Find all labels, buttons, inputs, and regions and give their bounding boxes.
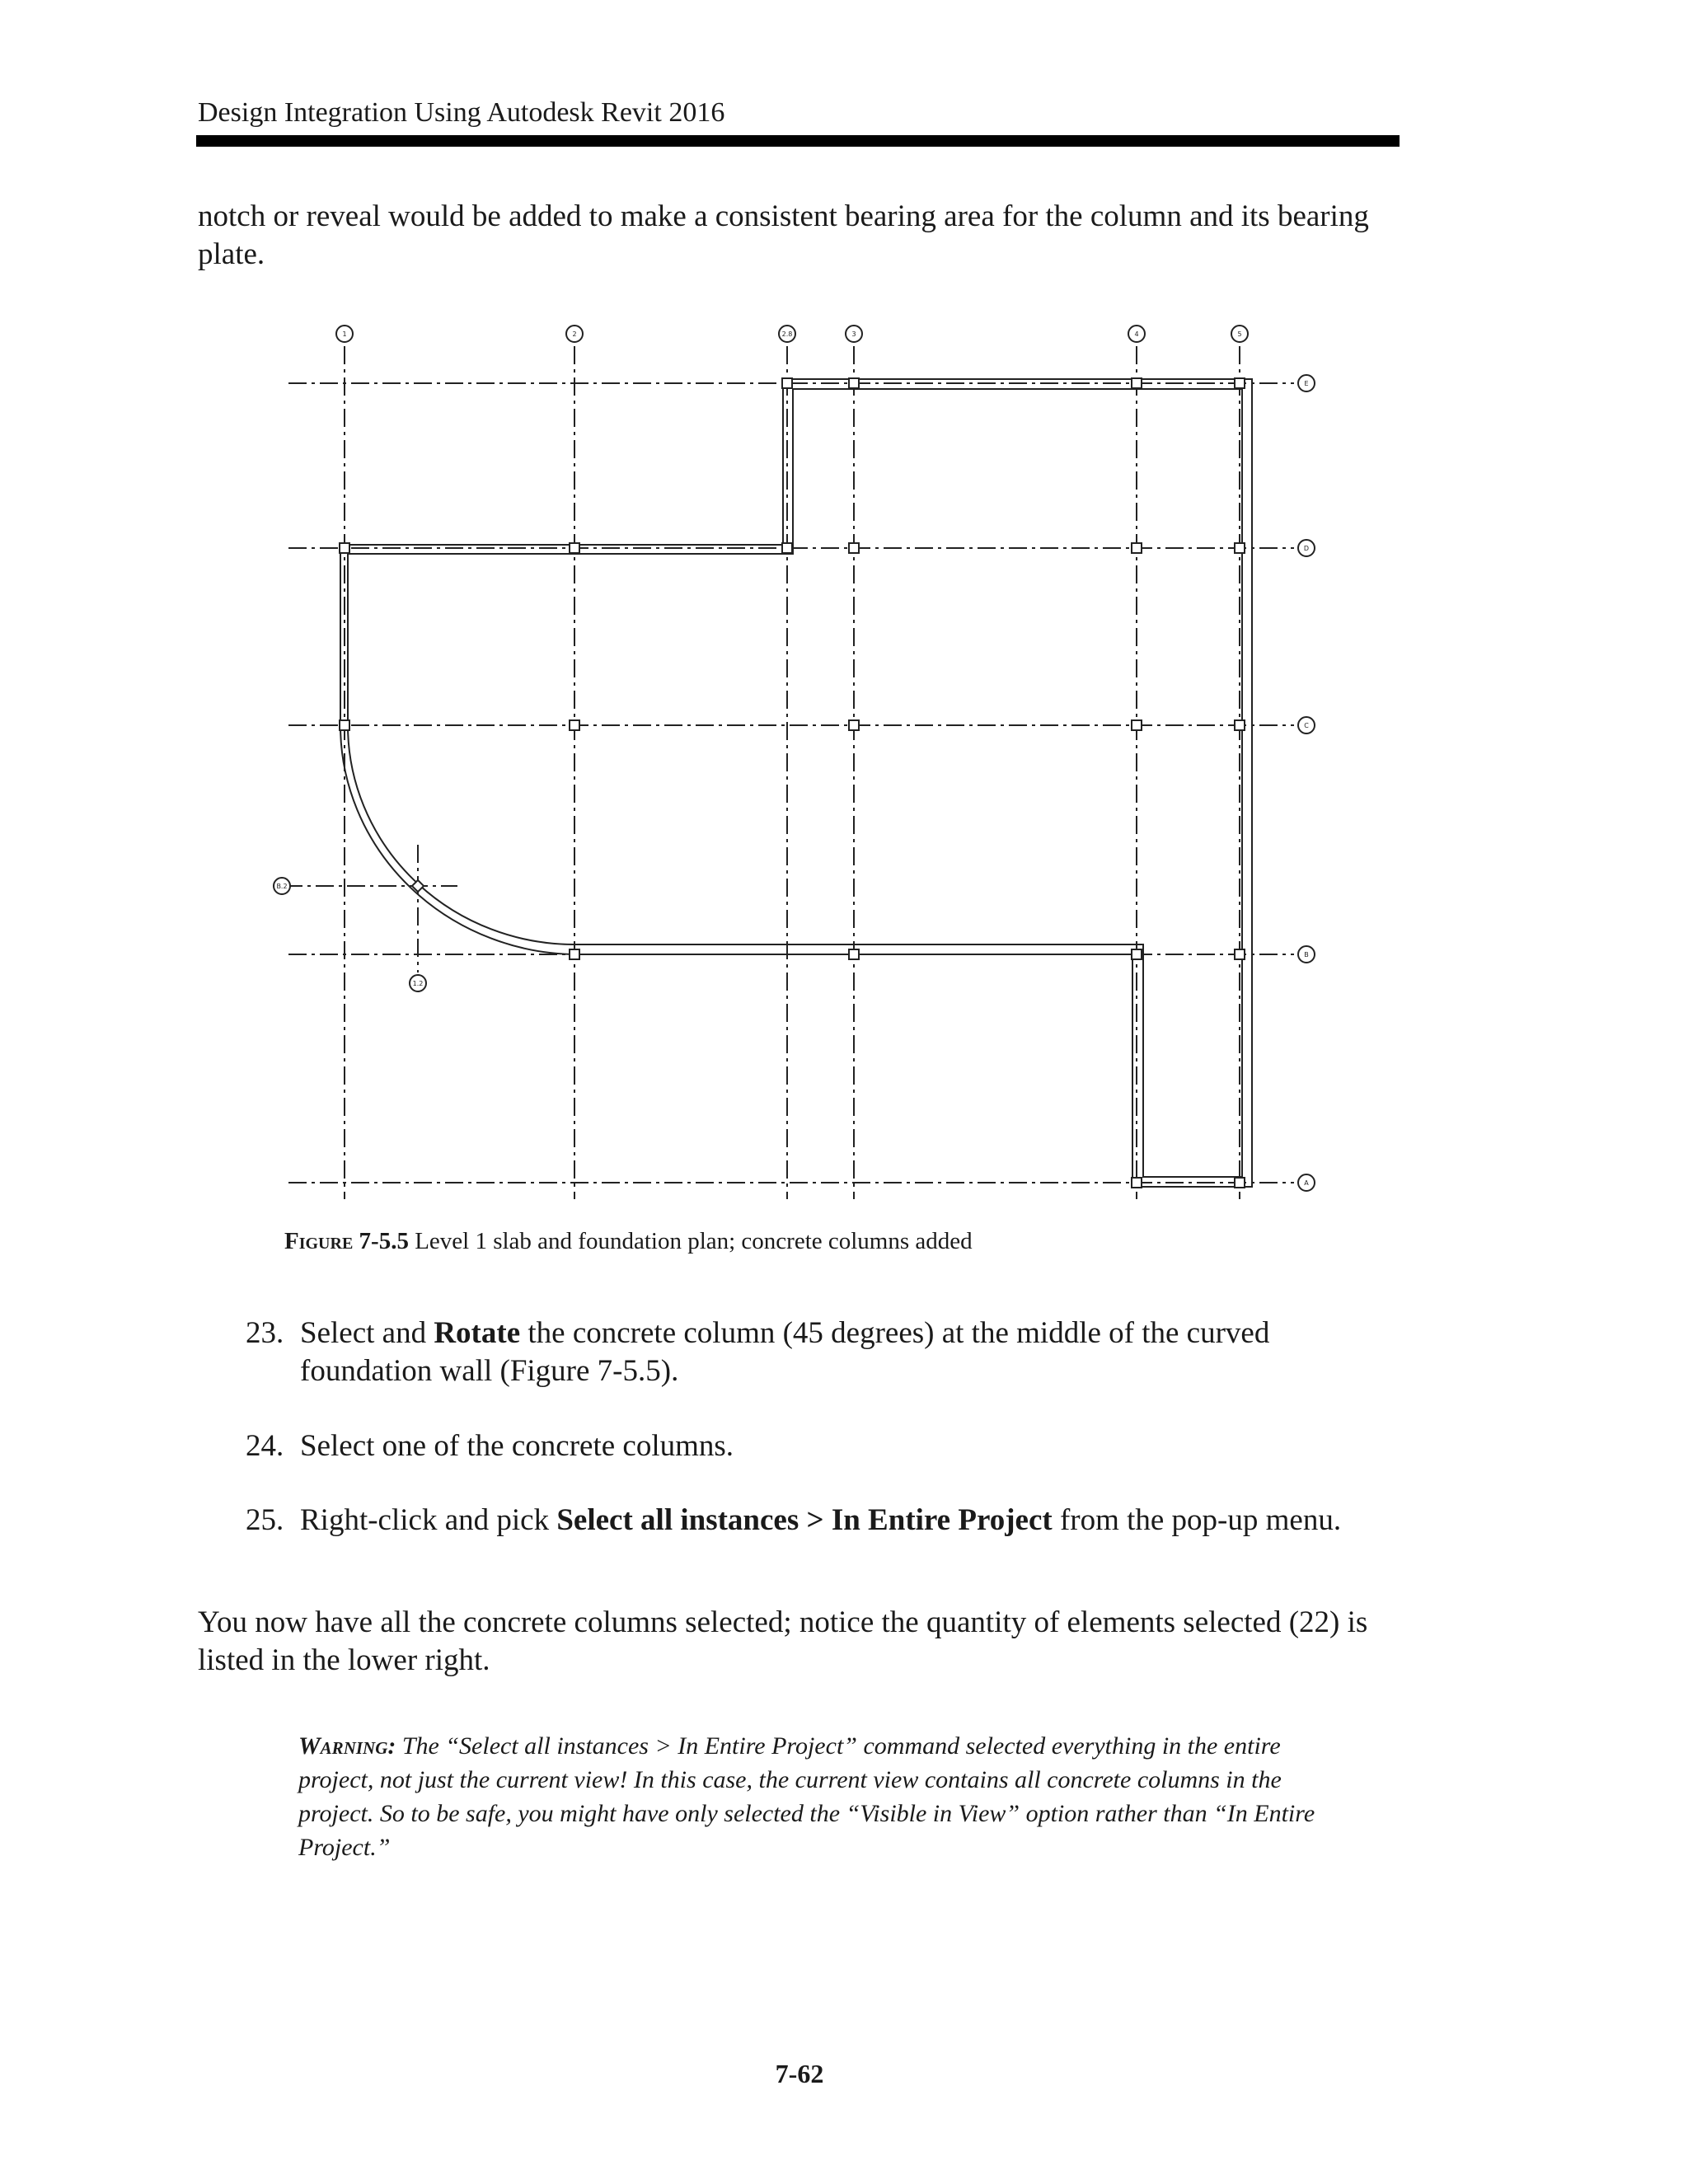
step-text: the concrete column (45 degrees) at the middle of the curved foundation wall (Figure 7-5.5). — [300, 1316, 1270, 1388]
column — [1132, 1178, 1142, 1188]
column — [1132, 949, 1142, 959]
intro-paragraph: notch or reveal would be added to make a consistent bearing area for the column and its bearing plate. — [198, 199, 1369, 271]
step-text: from the pop-up menu. — [1052, 1503, 1342, 1537]
caption-label: Figure — [284, 1228, 354, 1254]
warning-note — [298, 1729, 1320, 1864]
column — [849, 378, 859, 388]
column — [1235, 1178, 1245, 1188]
column — [782, 543, 792, 553]
column — [570, 720, 579, 730]
column — [1132, 543, 1142, 553]
column — [849, 543, 859, 553]
page-number: 7-62 — [775, 2059, 824, 2088]
grid-label-2: 2 — [572, 330, 577, 338]
caption-number: 7-5.5 — [359, 1228, 409, 1254]
step-number: 23. — [246, 1316, 284, 1350]
step-number: 24. — [246, 1429, 284, 1463]
grid-label-1: 1 — [342, 330, 347, 338]
column — [570, 543, 579, 553]
step-text: Select and — [300, 1316, 434, 1350]
column — [1235, 543, 1245, 553]
grid-label-2-8: 2.8 — [781, 330, 793, 338]
grid-label-c: C — [1304, 722, 1309, 729]
grid-label-4: 4 — [1134, 330, 1139, 338]
column — [1132, 720, 1142, 730]
column — [340, 720, 349, 730]
step-text: Right-click and pick — [300, 1503, 557, 1537]
step-text: Select one of the concrete columns. — [300, 1429, 734, 1463]
grid-label-b-2: B.2 — [276, 883, 288, 890]
foundation-wall-inner — [348, 389, 1242, 1177]
grid-label-b: B — [1304, 951, 1309, 958]
column — [849, 949, 859, 959]
grid-label-d: D — [1303, 545, 1310, 552]
foundation-wall-outer — [340, 379, 1252, 1187]
column — [1132, 378, 1142, 388]
header-rule — [196, 135, 1400, 147]
step-item — [198, 1427, 1401, 1465]
column — [849, 720, 859, 730]
step-number: 25. — [246, 1503, 284, 1537]
grid-label-3: 3 — [851, 330, 856, 338]
grid-label-a: A — [1304, 1179, 1309, 1187]
running-header: Design Integration Using Autodesk Revit 2016 — [198, 97, 725, 128]
warning-label: Warning: — [298, 1732, 396, 1760]
column — [1235, 378, 1245, 388]
column — [1235, 720, 1245, 730]
grid-label-5: 5 — [1237, 330, 1242, 338]
caption-text: Level 1 slab and foundation plan; concrete columns added — [408, 1228, 973, 1254]
column — [1235, 949, 1245, 959]
step-command: Rotate — [434, 1316, 521, 1350]
grid-label-1-2: 1.2 — [412, 980, 424, 987]
step-list — [198, 1315, 1401, 1540]
grid-label-e: E — [1304, 380, 1309, 387]
column — [782, 378, 792, 388]
warning-text: The “Select all instances > In Entire Project” command selected everything in the entire project, not just the current view! In this case, the current view contains all concrete columns in the project. So to be safe, you might have only selected the “Visible in View” option rather than “In Entire Project.” — [298, 1732, 1315, 1861]
step-command: Select all instances > In Entire Project — [556, 1503, 1053, 1537]
step-item — [198, 1502, 1401, 1540]
summary-paragraph: You now have all the concrete columns selected; notice the quantity of elements selected (22) is listed in the lower right. — [198, 1605, 1368, 1677]
column — [570, 949, 579, 959]
floor-plan-figure — [256, 309, 1409, 1228]
figure-caption — [284, 1228, 973, 1255]
column — [340, 543, 349, 553]
step-item — [198, 1315, 1401, 1390]
